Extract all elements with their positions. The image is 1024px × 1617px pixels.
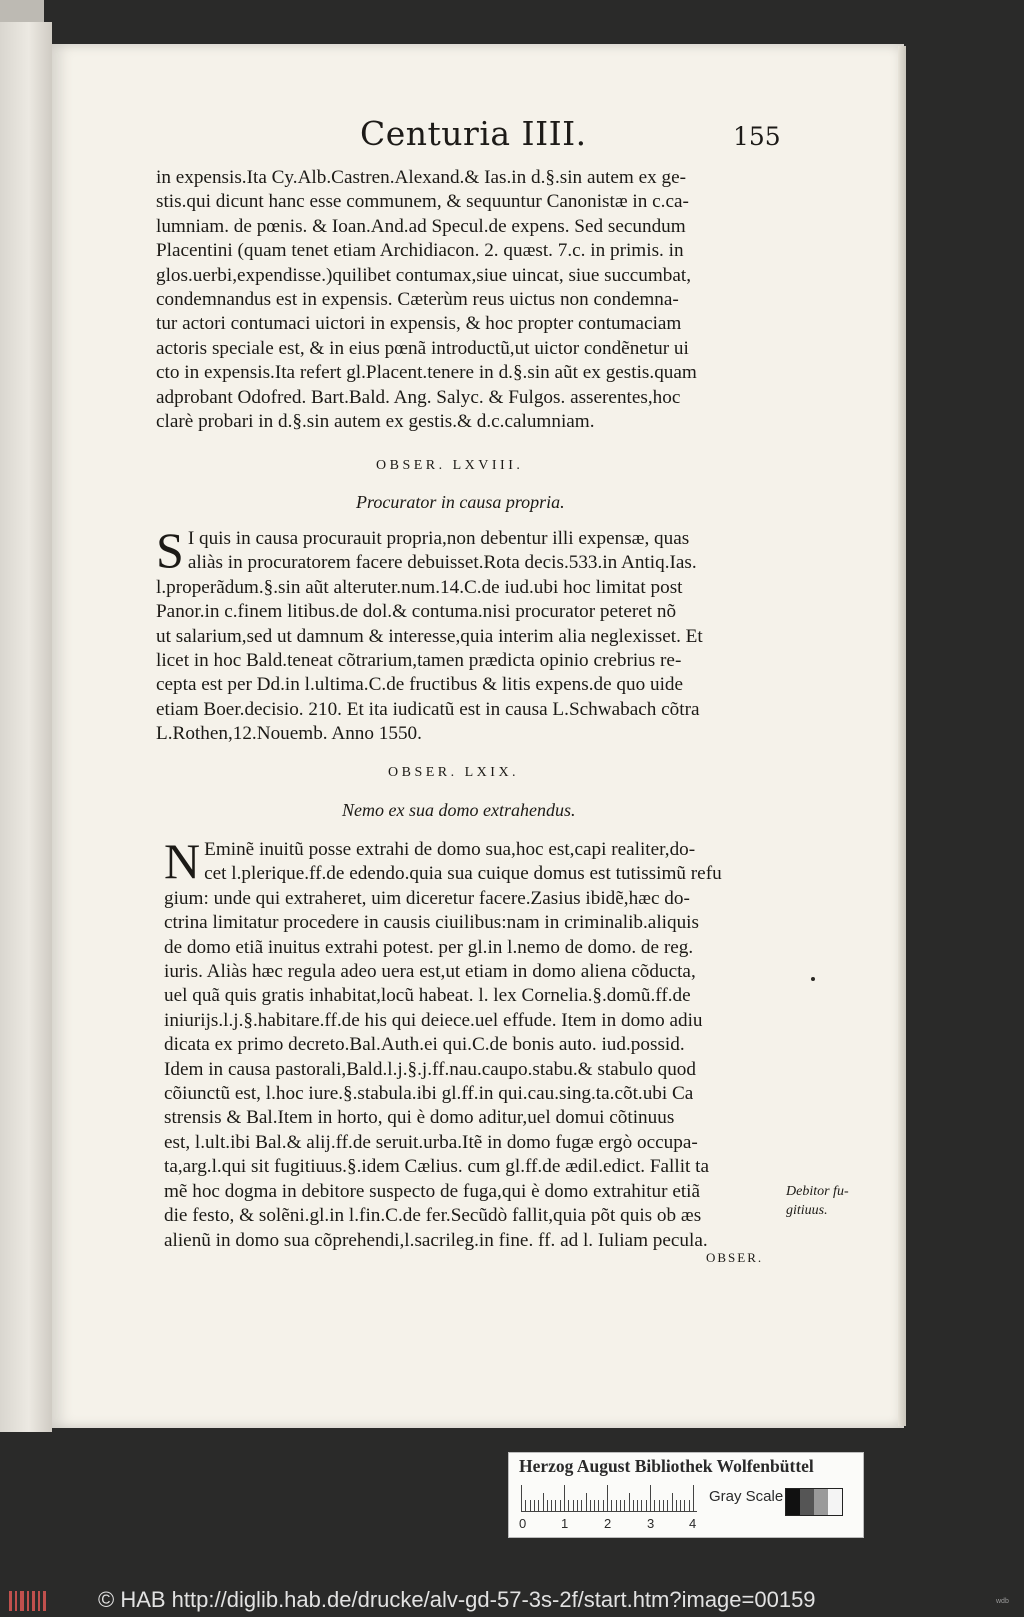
ruler-tick — [530, 1500, 531, 1511]
text-line: Placentini (quam tenet etiam Archidiacon. 2. quæst. 7.c. in primis. in — [156, 240, 684, 262]
ruler-tick — [586, 1493, 587, 1511]
running-head: Centuria IIII. — [360, 114, 587, 153]
ruler-number: 1 — [561, 1516, 569, 1531]
ruler-tick — [590, 1500, 591, 1511]
ruler-tick — [663, 1500, 664, 1511]
swatch-light-gray — [814, 1489, 828, 1515]
text-line: actoris speciale est, & in eius pœnã introductũ,ut uictor condẽnetur ui — [156, 337, 689, 359]
source-url[interactable]: © HAB http://diglib.hab.de/drucke/alv-gd-57-3s-2f/start.htm?image=00159 — [98, 1587, 816, 1612]
swatch-dark-gray — [800, 1489, 814, 1515]
ruler-tick — [684, 1500, 685, 1511]
text-line: gium: unde qui extraheret, uim diceretur facere.Zasius ibidẽ,hæc do- — [164, 887, 690, 909]
text-line: uel quã quis gratis inhabitat,locũ habeat. l. lex Cornelia.§.domũ.ff.de — [164, 985, 691, 1007]
gray-scale-swatch — [785, 1488, 843, 1516]
footer-mark: wdb — [996, 1598, 1009, 1605]
ruler-tick — [525, 1500, 526, 1511]
ruler — [521, 1483, 697, 1512]
text-line: Idem in causa pastorali,Bald.l.j.§.j.ff.nau.caupo.stabu.& stabulo quod — [164, 1058, 696, 1080]
library-scale-label — [508, 1452, 864, 1538]
ruler-tick — [629, 1493, 630, 1511]
ruler-tick — [620, 1500, 621, 1511]
text-line: mẽ hoc dogma in debitore suspecto de fuga,qui è domo extrahitur etiã — [164, 1180, 701, 1202]
text-line: tur actori contumaci uictori in expensis, & hoc propter contumaciam — [156, 313, 682, 335]
text-line: condemnandus est in expensis. Cæterùm reus uictus non condemna- — [156, 289, 679, 311]
ruler-tick — [611, 1500, 612, 1511]
ruler-tick — [521, 1485, 522, 1511]
text-line: iuris. Aliàs hæc regula adeo uera est,ut etiam in domo aliena cõducta, — [164, 961, 696, 983]
catchword: OBSER. — [706, 1250, 764, 1265]
text-line: clarè probari in d.§.sin autem ex gestis.& d.c.calumniam. — [156, 411, 595, 433]
ruler-tick — [637, 1500, 638, 1511]
ruler-tick — [564, 1485, 565, 1511]
ruler-tick — [603, 1500, 604, 1511]
swatch-white — [828, 1489, 842, 1515]
ruler-tick — [577, 1500, 578, 1511]
page-edge — [898, 46, 906, 1426]
ruler-tick — [598, 1500, 599, 1511]
ruler-tick — [538, 1500, 539, 1511]
observation-69-text — [164, 833, 768, 1253]
ruler-tick — [581, 1500, 582, 1511]
observation-69-heading: OBSER. LXIX. — [388, 765, 520, 780]
barcode-icon — [8, 1588, 48, 1614]
library-name: Herzog August Bibliothek Wolfenbüttel — [519, 1456, 814, 1476]
text-line: Eminẽ inuitũ posse extrahi de domo sua,hoc est,capi realiter,do- — [204, 839, 696, 860]
ruler-tick — [547, 1500, 548, 1511]
text-line: in expensis.Ita Cy.Alb.Castren.Alexand.& Ias.in d.§.sin autem ex ge- — [156, 167, 687, 188]
ruler-tick — [607, 1485, 608, 1511]
text-line: alienũ in domo sua cõprehendi,l.sacrileg.in fine. ff. ad l. Iuliam pecula. — [164, 1229, 708, 1251]
ruler-tick — [543, 1493, 544, 1511]
text-line: ta,arg.l.qui sit fugitiuus.§.idem Cælius. cum gl.ff.de ædil.edict. Fallit ta — [164, 1156, 710, 1178]
observation-69-title: Nemo ex sua domo extrahendus. — [342, 800, 576, 820]
text-line: adprobant Odofred. Bart.Bald. Ang. Salyc. & Fulgos. asserentes,hoc — [156, 386, 681, 408]
ruler-tick — [659, 1500, 660, 1511]
ruler-tick — [676, 1500, 677, 1511]
observation-68-heading: OBSER. LXVIII. — [376, 458, 524, 473]
ink-dot — [811, 977, 815, 981]
text-line: L.Rothen,12.Nouemb. Anno 1550. — [156, 723, 422, 745]
swatch-black — [786, 1489, 800, 1515]
text-line: etiam Boer.decisio. 210. Et ita iudicatũ est in causa L.Schwabach cõtra — [156, 698, 700, 720]
ruler-tick — [680, 1500, 681, 1511]
ruler-tick — [646, 1500, 647, 1511]
text-line: glos.uerbi,expendisse.)quilibet contumax,siue uincat, siue succumbat, — [156, 264, 691, 286]
ruler-tick — [568, 1500, 569, 1511]
text-line: l.properãdum.§.sin aũt alteruter.num.14.C.de iud.ubi hoc limitat post — [156, 576, 683, 598]
previous-page-edge — [0, 0, 44, 24]
ruler-tick — [641, 1500, 642, 1511]
text-line: die festo, & solẽni.gl.in l.fin.C.de fer.Secũdò fallit,quia põt quis ob æs — [164, 1205, 702, 1227]
footer-bar — [0, 1582, 1024, 1617]
book-gutter — [0, 22, 52, 1432]
drop-cap: N — [164, 833, 201, 889]
text-line: ut salarium,sed ut damnum & interesse,quia interim alia neglexisset. Et — [156, 625, 703, 647]
page-number: 155 — [733, 122, 781, 151]
text-line: cepta est per Dd.in l.ultima.C.de fructibus & litis expens.de quo uide — [156, 674, 684, 696]
ruler-tick — [560, 1500, 561, 1511]
ruler-tick — [654, 1500, 655, 1511]
ruler-tick — [555, 1500, 556, 1511]
text-line: lumniam. de pœnis. & Ioan.And.ad Specul.de expens. Sed secundum — [156, 215, 686, 237]
text-line: stis.qui dicunt hanc esse communem, & sequuntur Canonistæ in c.ca- — [156, 191, 689, 213]
observation-68-text — [156, 522, 768, 747]
ruler-tick — [667, 1500, 668, 1511]
ruler-tick — [672, 1493, 673, 1511]
ruler-tick — [616, 1500, 617, 1511]
text-line: dicata ex primo decreto.Bal.Auth.ei qui.C.de bonis auto. iud.possid. — [164, 1034, 685, 1056]
text-line: strensis & Bal.Item in horto, qui è domo aditur,uel domui cõtinuus — [164, 1107, 675, 1129]
ruler-tick — [650, 1485, 651, 1511]
ruler-tick — [633, 1500, 634, 1511]
text-line: de domo etiã inuitus extrahi potest. per gl.in l.nemo de domo. de reg. — [164, 936, 694, 958]
ruler-tick — [594, 1500, 595, 1511]
ruler-tick — [551, 1500, 552, 1511]
text-line: aliàs in procuratorem facere debuisset.Rota decis.533.in Antiq.Ias. — [187, 552, 697, 574]
text-line: licet in hoc Bald.teneat cõtrarium,tamen prædicta opinio crebrius re- — [156, 650, 682, 672]
ruler-tick — [693, 1485, 694, 1511]
margin-note: Debitor fu-gitiuus. — [786, 1184, 849, 1218]
text-line: ctrina limitatur procedere in causis ciuilibus:nam in criminalib.aliquis — [164, 912, 699, 934]
text-line: cto in expensis.Ita refert gl.Placent.tenere in d.§.sin aũt ex gestis.quam — [156, 362, 697, 384]
ruler-number: 4 — [689, 1516, 697, 1531]
text-line: cet l.plerique.ff.de edendo.quia sua cuique domus est tutissimũ refu — [204, 863, 722, 885]
observation-68-title: Procurator in causa propria. — [356, 492, 565, 512]
ruler-number: 2 — [604, 1516, 612, 1531]
text-line: I quis in causa procurauit propria,non debentur illi expensæ, quas — [187, 528, 690, 549]
text-line: cõiunctũ est, l.hoc iure.§.stabula.ibi gl.ff.in qui.cau.sing.ta.cõt.ubi Ca — [164, 1083, 694, 1105]
gray-scale-label: Gray Scale — [709, 1488, 784, 1505]
ruler-tick — [573, 1500, 574, 1511]
paragraph-continued — [156, 166, 768, 434]
text-line: Panor.in c.finem litibus.de dol.& contuma.nisi procurator peteret nõ — [156, 601, 677, 623]
text-line: iniurijs.l.j.§.habitare.ff.de his qui deiece.uel effude. Item in domo adiu — [164, 1009, 703, 1031]
text-line: est, l.ult.ibi Bal.& alij.ff.de seruit.urba.Itẽ in domo fugæ ergò occupa- — [164, 1131, 698, 1153]
ruler-number: 0 — [519, 1516, 527, 1531]
drop-cap: S — [156, 522, 184, 578]
ruler-tick — [689, 1500, 690, 1511]
ruler-tick — [624, 1500, 625, 1511]
ruler-number: 3 — [647, 1516, 655, 1531]
ruler-tick — [534, 1500, 535, 1511]
